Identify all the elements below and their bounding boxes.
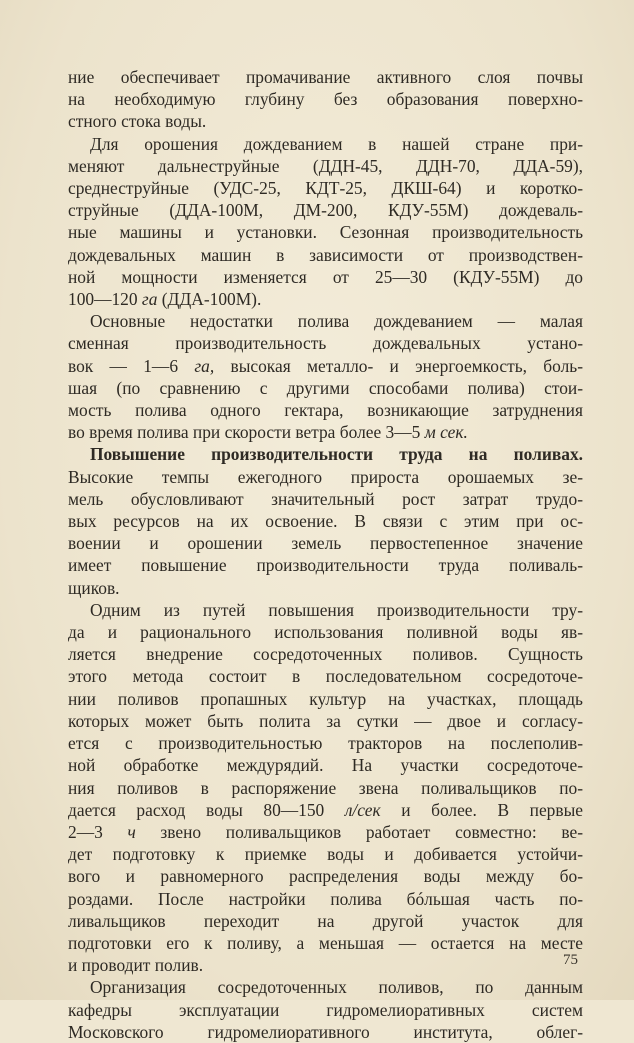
text-line: [68, 821, 583, 843]
text-run: 2—3: [68, 821, 128, 842]
text-line: шая (по сравнению с другими способами полива) стои-: [68, 377, 583, 398]
text-run: вок — 1—6: [68, 355, 195, 376]
paragraph: [68, 976, 583, 1043]
text-line: дождевальных машин в зависимости от производствен-: [68, 244, 583, 265]
text-line: ной обработке междурядий. На участки сосредоточе-: [68, 755, 583, 776]
text-line: этого метода состоит в последовательном сосредоточе-: [68, 666, 583, 687]
text-line: щиков.: [68, 577, 120, 598]
paragraph: [68, 133, 583, 311]
text-line: [68, 443, 583, 465]
text-line: которых может быть полита за сутки — двое и согласу-: [68, 710, 583, 731]
text-run: и более. В первые: [380, 799, 583, 820]
text-line: дет подготовку к приемке воды и добивается устойчи-: [68, 844, 583, 865]
body-text: [68, 66, 583, 1043]
text-line: да и рационального использования поливной воды яв-: [68, 622, 583, 643]
text-line: Высокие темпы ежегодного прироста орошаемых зе-: [68, 466, 583, 487]
page-number: 75: [563, 952, 578, 968]
text-line: вого и равномерного распределения воды между бо-: [68, 866, 583, 887]
paragraph: [68, 443, 583, 598]
text-line: Для орошения дождеванием в нашей стране при-: [90, 133, 583, 154]
text-line: ние обеспечивает промачивание активного слоя почвы: [68, 67, 583, 87]
text-line: Одним из путей повышения производительности тру-: [90, 599, 583, 620]
text-line: [68, 355, 583, 377]
text-line: на необходимую глубину без образования поверхно-: [68, 89, 583, 110]
text-line: нии поливов пропашных культур на участках, площадь: [68, 688, 583, 709]
text-line: среднеструйные (УДС-25, КДТ-25, ДКШ-64) и коротко-: [68, 178, 583, 199]
text-line: ливальщиков переходит на другой участок для: [68, 910, 583, 931]
text-line: струйные (ДДА-100М, ДМ-200, КДУ-55М) дождеваль-: [68, 200, 583, 221]
unit-italic: га: [141, 289, 158, 310]
text-line: подготовки его к поливу, а меньшая — остается на месте: [68, 932, 583, 953]
text-line: Основные недостатки полива дождеванием — малая: [90, 311, 583, 332]
text-line: ляется внедрение сосредоточенных поливов. Сущность: [68, 644, 583, 665]
unit-italic: га,: [194, 355, 215, 376]
text-line: мость полива одного гектара, возникающие затруднения: [68, 400, 583, 421]
text-run: (ДДА-100М).: [157, 289, 262, 310]
text-line: и проводит полив.: [68, 955, 204, 976]
text-line: сменная производительность дождевальных устано-: [68, 333, 583, 354]
text-line: [68, 421, 583, 443]
text-run: дается расход воды 80—150: [68, 799, 345, 820]
text-line: ные машины и установки. Сезонная производительность: [68, 222, 583, 243]
text-line: стного стока воды.: [68, 111, 207, 132]
text-line: [68, 799, 583, 821]
text-line: ной мощности изменяется от 25—30 (КДУ-55М) до: [68, 266, 583, 287]
text-line: Московского гидромелиоративного института, облег-: [68, 1021, 583, 1042]
text-line: Организация сосредоточенных поливов, по данным: [90, 977, 583, 998]
unit-italic: м сек.: [424, 422, 468, 443]
paragraph: [68, 310, 583, 443]
text-line: кафедры эксплуатации гидромелиоративных систем: [68, 999, 583, 1020]
unit-italic: л/сек: [344, 799, 381, 820]
text-line: ния поливов в распоряжение звена поливальщиков по-: [68, 777, 583, 798]
text-line: роздами. После настройки полива бóльшая часть по-: [68, 888, 583, 909]
bold-heading: Повышение производительности труда на поливах.: [90, 444, 583, 465]
text-run: звено поливальщиков работает совместно: ве-: [135, 821, 583, 842]
paragraph: [68, 66, 583, 133]
paragraph: [68, 599, 583, 976]
text-line: мель обусловливают значительный рост затрат трудо-: [68, 488, 583, 509]
text-line: [68, 288, 583, 310]
text-run: 100—120: [68, 289, 142, 310]
text-line: воении и орошении земель первостепенное значение: [68, 533, 583, 554]
text-line: вых ресурсов на их освоение. В связи с этим при ос-: [68, 511, 583, 532]
text-line: меняют дальнеструйные (ДДН-45, ДДН-70, ДДА-59),: [68, 155, 583, 176]
unit-italic: ч: [127, 821, 136, 842]
text-run: во время полива при скорости ветра более 3—5: [68, 422, 425, 443]
text-line: ется с производительностью тракторов на послеполив-: [68, 733, 583, 754]
text-run: высокая металло- и энергоемкость, боль-: [214, 355, 583, 376]
text-line: имеет повышение производительности труда поливаль-: [68, 555, 583, 576]
